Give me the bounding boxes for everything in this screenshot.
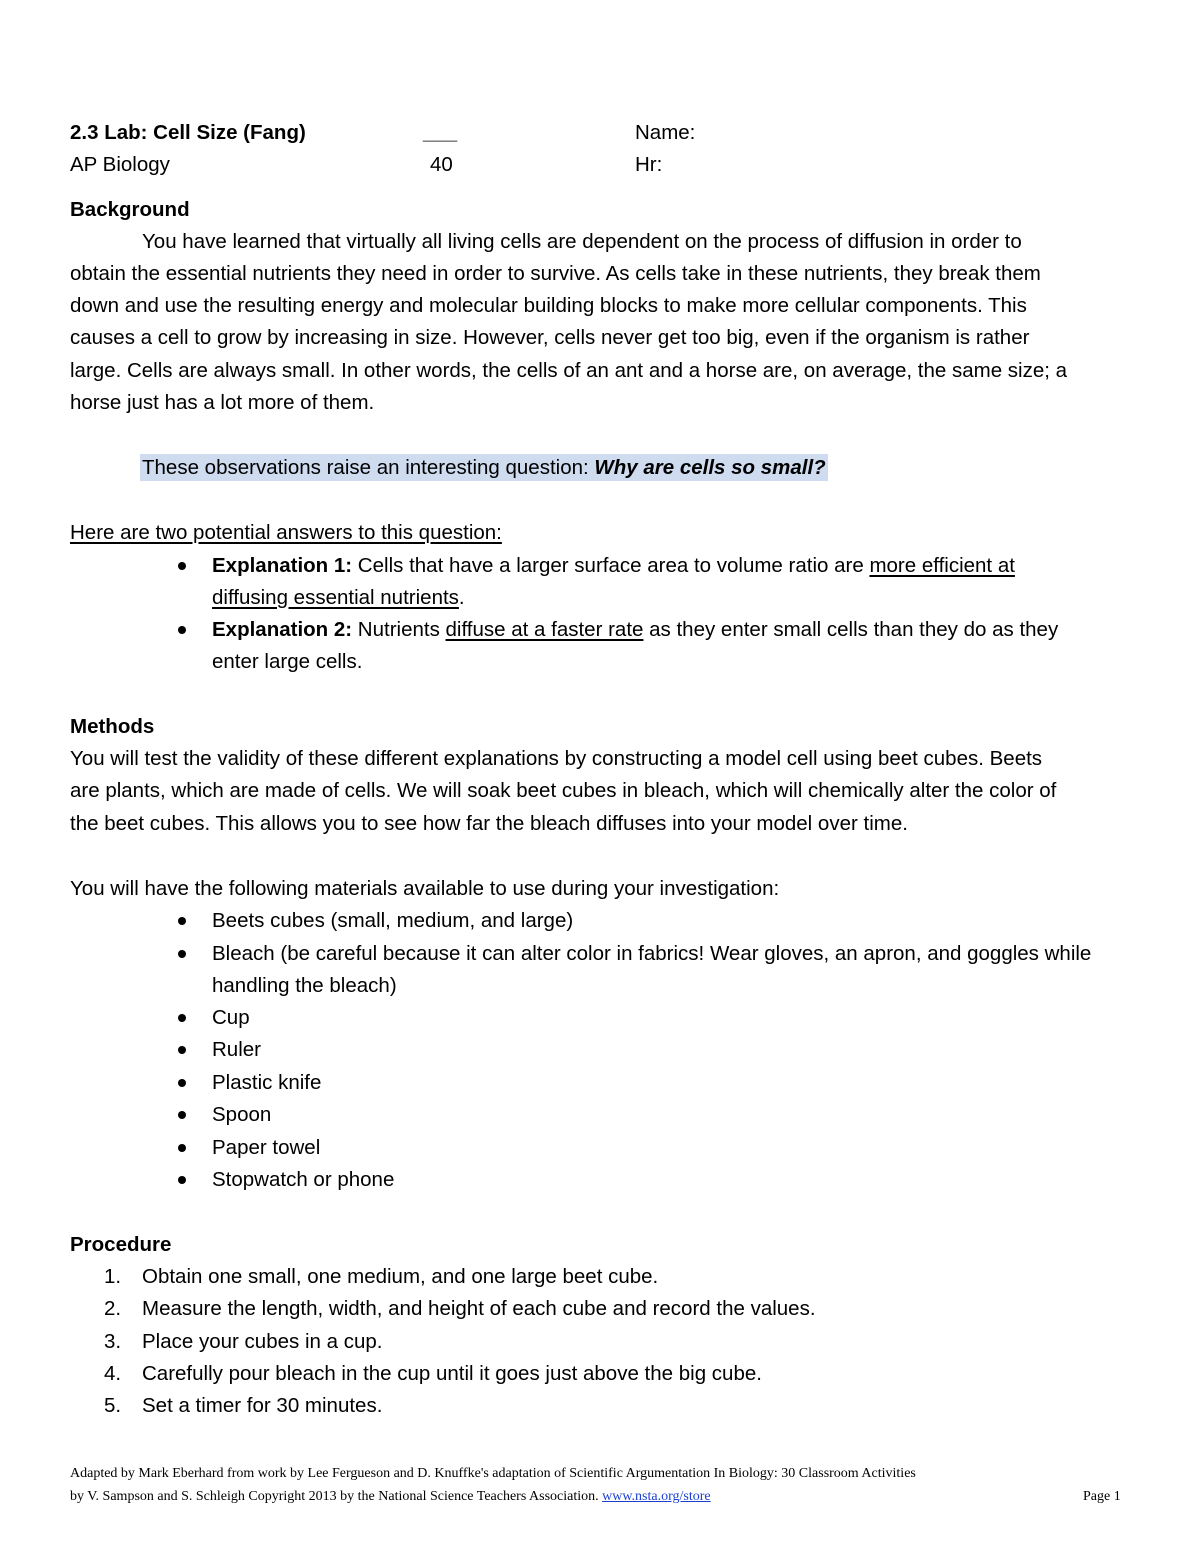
bullet-icon bbox=[178, 1111, 186, 1119]
material-item: Spoon bbox=[212, 1103, 272, 1126]
bullet-icon bbox=[178, 1014, 186, 1022]
explanation-1-end: . bbox=[458, 586, 465, 609]
background-line: You have learned that virtually all living cells are dependent on the process of diffusion in order to bbox=[142, 230, 1022, 253]
background-line: horse just has a lot more of them. bbox=[70, 391, 375, 414]
explanation-2-emphasis: diffuse at a faster rate bbox=[445, 618, 644, 641]
methods-line: You will test the validity of these different explanations by constructing a model cell using beet cubes. Beets bbox=[70, 747, 1043, 770]
bullet-icon bbox=[178, 1079, 186, 1087]
name-label: Name: bbox=[635, 121, 696, 144]
step-number: 3. bbox=[104, 1330, 122, 1353]
material-item: Bleach (be careful because it can alter color in fabrics! Wear gloves, an apron, and goggles while bbox=[212, 942, 1092, 965]
answers-intro: Here are two potential answers to this question: bbox=[70, 521, 502, 544]
background-heading: Background bbox=[70, 198, 190, 221]
explanation-1-label: Explanation 1: bbox=[212, 554, 353, 577]
bullet-icon bbox=[178, 1144, 186, 1152]
background-line: causes a cell to grow by increasing in size. However, cells never get too big, even if the organism is rather bbox=[70, 326, 1030, 349]
step-number: 4. bbox=[104, 1362, 122, 1385]
explanation-1 bbox=[212, 553, 1015, 579]
material-item: Plastic knife bbox=[212, 1071, 322, 1094]
material-item: Paper towel bbox=[212, 1136, 321, 1159]
procedure-step: Place your cubes in a cup. bbox=[142, 1330, 383, 1353]
background-line: down and use the resulting energy and molecular building blocks to make more cellular components. This bbox=[70, 294, 1027, 317]
page-number: Page 1 bbox=[1083, 1489, 1121, 1504]
question-lead: These observations raise an interesting question: bbox=[142, 456, 595, 479]
explanation-2-text: Nutrients bbox=[352, 618, 446, 641]
footer-credit: Adapted by Mark Eberhard from work by Lee Fergueson and D. Knuffke's adaptation of Scientific Argumentation In Biology: 30 Classroom Activities bbox=[70, 1466, 916, 1481]
explanation-1-text: Cells that have a larger surface area to volume ratio are bbox=[352, 554, 870, 577]
explanation-2 bbox=[212, 617, 1058, 643]
explanation-1-emphasis-2: diffusing essential nutrients bbox=[212, 586, 459, 609]
explanation-2-text-cont: as they enter small cells than they do as they bbox=[643, 618, 1059, 641]
methods-line: the beet cubes. This allows you to see how far the bleach diffuses into your model over time. bbox=[70, 812, 908, 835]
score-blank: ___ bbox=[423, 121, 458, 144]
bullet-icon bbox=[178, 562, 186, 570]
bullet-icon bbox=[178, 1176, 186, 1184]
materials-intro: You will have the following materials available to use during your investigation: bbox=[70, 877, 780, 900]
lab-title: 2.3 Lab: Cell Size (Fang) bbox=[70, 121, 306, 144]
points-total: 40 bbox=[430, 153, 453, 176]
explanation-2-line-2: enter large cells. bbox=[212, 650, 363, 673]
material-item: Stopwatch or phone bbox=[212, 1168, 395, 1191]
footer-copyright bbox=[70, 1486, 711, 1508]
nsta-store-link[interactable]: www.nsta.org/store bbox=[602, 1489, 711, 1504]
step-number: 5. bbox=[104, 1394, 122, 1417]
background-line: large. Cells are always small. In other words, the cells of an ant and a horse are, on average, the same size; a bbox=[70, 359, 1068, 382]
procedure-step: Obtain one small, one medium, and one large beet cube. bbox=[142, 1265, 659, 1288]
bullet-icon bbox=[178, 1046, 186, 1054]
material-item: Ruler bbox=[212, 1038, 261, 1061]
step-number: 1. bbox=[104, 1265, 122, 1288]
material-item: Cup bbox=[212, 1006, 250, 1029]
key-question bbox=[140, 455, 828, 481]
bullet-icon bbox=[178, 950, 186, 958]
footer-copyright-text: by V. Sampson and S. Schleigh Copyright 2013 by the National Science Teachers Association. bbox=[70, 1489, 603, 1504]
background-line: obtain the essential nutrients they need in order to survive. As cells take in these nutrients, they break them bbox=[70, 262, 1041, 285]
course-name: AP Biology bbox=[70, 153, 170, 176]
bullet-icon bbox=[178, 917, 186, 925]
material-item-cont: handling the bleach) bbox=[212, 974, 397, 997]
material-item: Beets cubes (small, medium, and large) bbox=[212, 909, 574, 932]
procedure-heading: Procedure bbox=[70, 1233, 172, 1256]
hour-label: Hr: bbox=[635, 153, 663, 176]
procedure-step: Measure the length, width, and height of each cube and record the values. bbox=[142, 1297, 816, 1320]
step-number: 2. bbox=[104, 1297, 122, 1320]
question-text: Why are cells so small? bbox=[594, 456, 826, 479]
explanation-1-cont bbox=[212, 585, 465, 611]
methods-heading: Methods bbox=[70, 715, 155, 738]
methods-line: are plants, which are made of cells. We will soak beet cubes in bleach, which will chemically alter the color of bbox=[70, 779, 1057, 802]
procedure-step: Carefully pour bleach in the cup until it goes just above the big cube. bbox=[142, 1362, 762, 1385]
explanation-2-label: Explanation 2: bbox=[212, 618, 353, 641]
procedure-step: Set a timer for 30 minutes. bbox=[142, 1394, 383, 1417]
explanation-1-emphasis: more efficient at bbox=[869, 554, 1015, 577]
bullet-icon bbox=[178, 626, 186, 634]
